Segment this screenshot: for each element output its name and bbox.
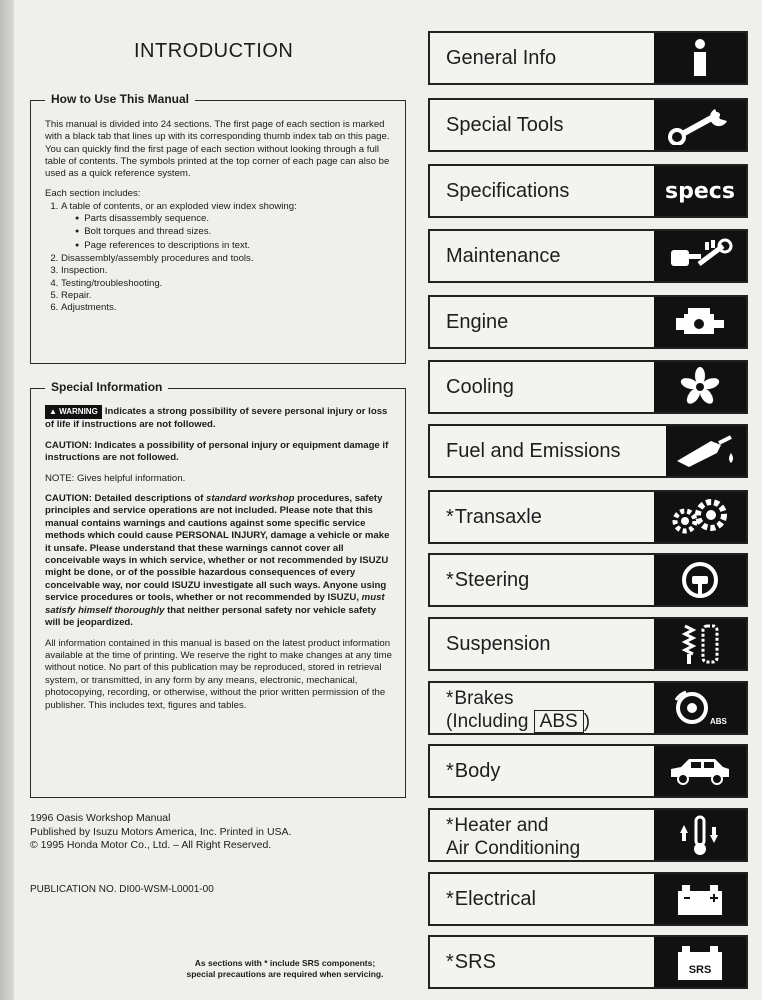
tab-suspension[interactable]: Suspension [428, 617, 748, 671]
tab-fuel-and-emissions[interactable]: Fuel and Emissions [428, 424, 748, 478]
info-icon [654, 33, 746, 83]
specs-icon: specs [654, 166, 746, 216]
tab-maintenance[interactable]: Maintenance [428, 229, 748, 283]
tab-transaxle[interactable]: * Transaxle [428, 490, 748, 544]
sub-list-item: ● Bolt torques and thread sizes. [75, 226, 395, 239]
tab-engine[interactable]: Engine [428, 295, 748, 349]
tab-body[interactable]: * Body [428, 744, 748, 798]
abs-inline-box: ABS [534, 710, 584, 733]
tab-cooling[interactable]: Cooling [428, 360, 748, 414]
fuel-nozzle-icon [666, 426, 746, 476]
svg-text:ABS: ABS [710, 717, 727, 726]
tab-special-tools[interactable]: Special Tools [428, 98, 748, 152]
tab-srs[interactable]: * SRS SRS [428, 935, 748, 989]
copyright-line: © 1995 Honda Motor Co., Ltd. – All Right Reserved. [30, 839, 272, 851]
wrench-icon [654, 100, 746, 150]
how-to-heading: How to Use This Manual [45, 92, 195, 106]
steering-wheel-icon [654, 555, 746, 605]
tab-steering[interactable]: * Steering [428, 553, 748, 607]
maintenance-icon [654, 231, 746, 281]
tab-electrical[interactable]: * Electrical [428, 872, 748, 926]
srs-battery-icon [654, 937, 746, 987]
fan-icon [654, 362, 746, 412]
srs-footnote: As sections with * include SRS components; special precautions are required when servicing. [186, 958, 384, 979]
tab-specifications[interactable]: Specifications specs [428, 164, 748, 218]
svg-text:SRS: SRS [688, 964, 712, 976]
how-to-paragraph: This manual is divided into 24 sections. The first page of each section is marked with a black tab that lines up with its corresponding thumb index tab on this page. You can quickly find the first page of each section without looking through a full table of contents. The symbols printed at the top corner of each page can also be used as a quick reference system. [45, 119, 390, 180]
car-icon [654, 746, 746, 796]
list-item: 2. Disassembly/assembly procedures and tools. [61, 253, 395, 265]
caution-paragraph: CAUTION: Indicates a possibility of personal injury or equipment damage if instructions are not followed. [45, 439, 389, 464]
sub-list-item: ● Page references to descriptions in text. [75, 240, 395, 253]
list-item: 4. Testing/troubleshooting. [61, 278, 395, 290]
tab-brakes[interactable]: *Brakes (Including ABS ) ABS [428, 681, 748, 735]
sub-list-item: ● Parts disassembly sequence. [75, 213, 395, 226]
thermometer-icon [654, 810, 746, 860]
warning-paragraph: ▲ WARNING Indicates a strong possibility of severe personal injury or loss of life if instructions are not followed. [45, 406, 388, 431]
publication-number: PUBLICATION NO. DI00-WSM-L0001-00 [30, 884, 214, 895]
special-heading: Special Information [45, 380, 168, 394]
list-item: 1. A table of contents, or an exploded view index showing: ● Parts disassembly sequence. ● Bolt torques and thread sizes. ● Page references to descriptions in text. [61, 201, 395, 253]
gears-icon [654, 492, 746, 542]
engine-icon [654, 297, 746, 347]
tab-general-info[interactable]: General Info [428, 31, 748, 85]
list-item: 6. Adjustments. [61, 302, 395, 314]
copyright-info-paragraph: All information contained in this manual is based on the latest product information available at the time of printing. We reserve the right to make changes at any time without notice. No part of this publication may be reproduced, stored in retrieval system, or transmitted, in any form by any means, electronic, mechanical, photocopying, recording, or otherwise, without the prior written permission of the publisher. This includes text, figures and tables. [45, 637, 392, 711]
manual-imprint [30, 812, 291, 853]
note-paragraph: NOTE: Gives helpful information. [45, 472, 186, 484]
page-title: INTRODUCTION [134, 40, 294, 62]
battery-icon [654, 874, 746, 924]
tab-heater-and-air-conditioning[interactable]: *Heater and Air Conditioning [428, 808, 748, 862]
includes-label: Each section includes: [45, 188, 141, 200]
manual-name: 1996 Oasis Workshop Manual [30, 812, 171, 824]
brake-disc-icon [654, 683, 746, 733]
shock-absorber-icon [654, 619, 746, 669]
special-information-box [30, 380, 406, 798]
how-to-use-box [30, 92, 406, 364]
list-item: 5. Repair. [61, 290, 395, 302]
special-content [45, 405, 393, 720]
section-includes-list [45, 201, 395, 315]
publisher-line: Published by Isuzu Motors America, Inc. Printed in USA. [30, 825, 292, 838]
warning-badge: ▲ WARNING [45, 405, 102, 419]
detailed-caution-paragraph: CAUTION: Detailed descriptions of standard workshop procedures, safety principles and service operations are not included. Please note that this manual contains warnings and cautions against some specific service methods which could cause PERSONAL INJURY, damage a vehicle or make it unsafe. Please understand that these warnings cannot cover all conceivable ways in which service, whether or not recommended by ISUZU might be done, or of the possible hazardous consequences of every conceivable way, nor could ISUZU investigate all such ways. Anyone using service procedures or tools, whether or not recommended by ISUZU, must satisfy himself thoroughly that neither personal safety nor vehicle safety will be jeopardized. [45, 493, 390, 629]
list-item: 3. Inspection. [61, 265, 395, 277]
how-to-content [45, 119, 395, 314]
sub-list [61, 213, 395, 253]
binding-spine [0, 0, 14, 1000]
